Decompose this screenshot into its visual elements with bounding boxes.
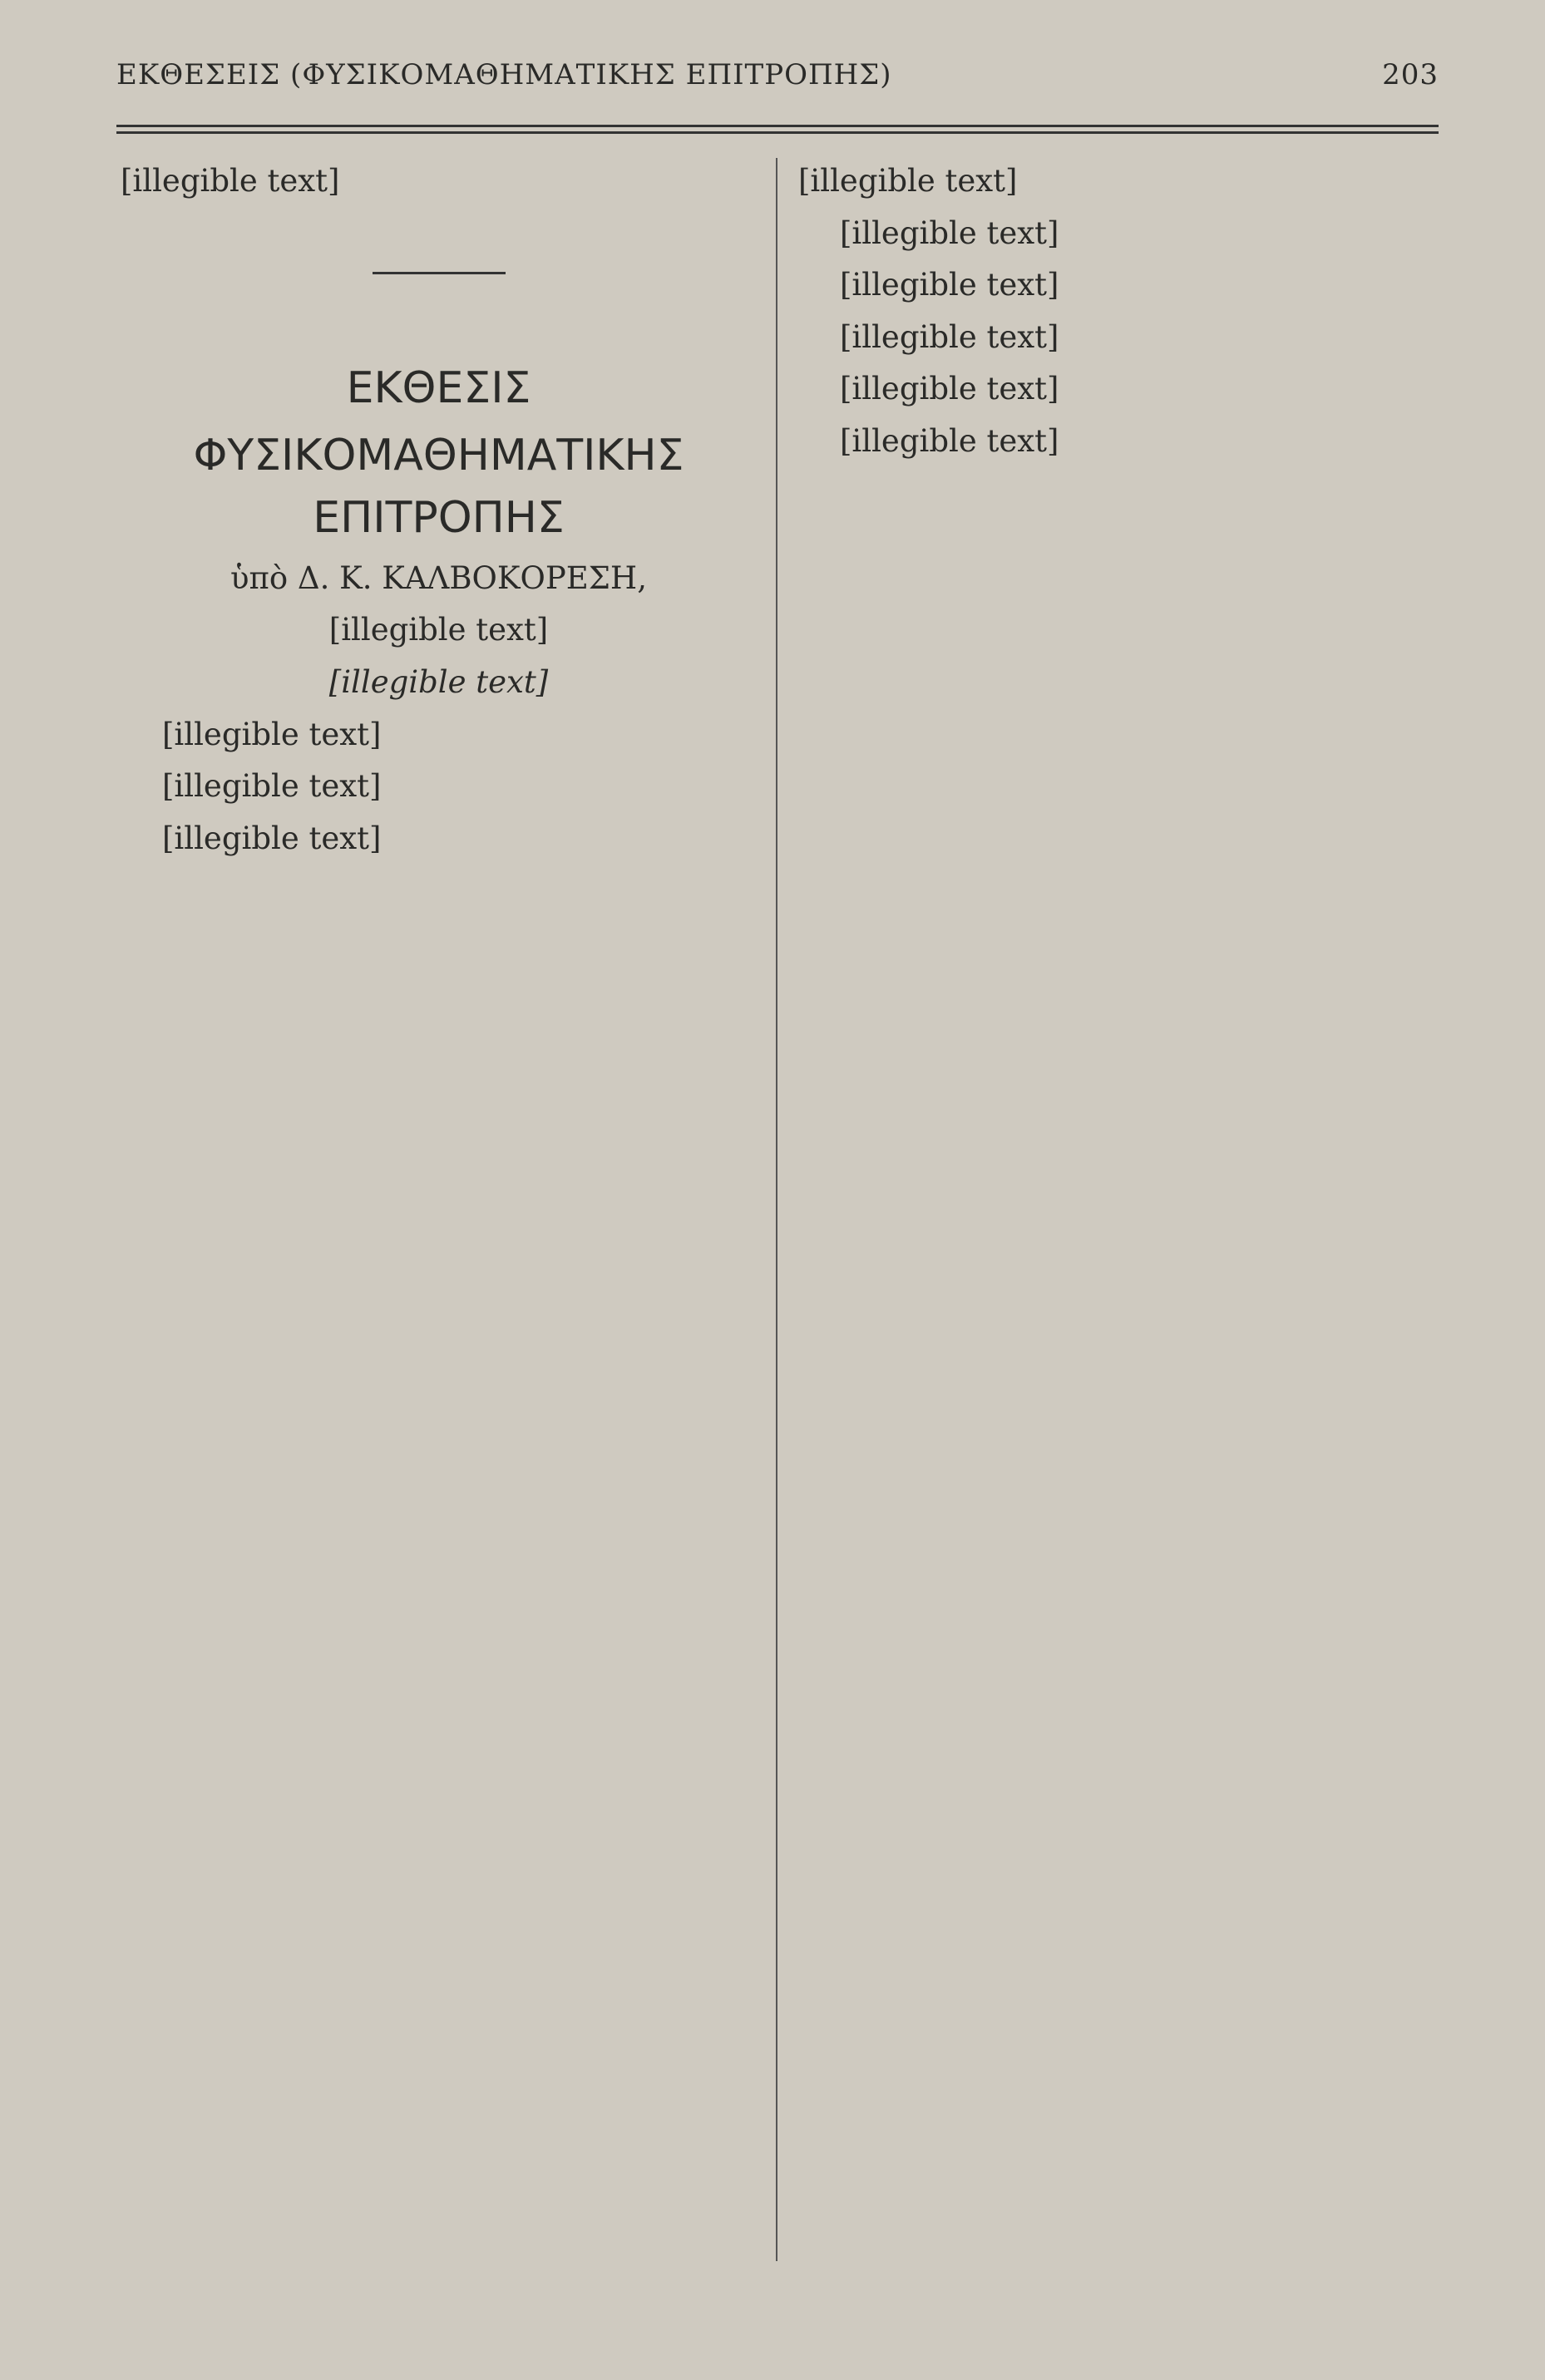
right-column bbox=[798, 158, 1439, 471]
header-rule bbox=[116, 125, 1439, 127]
report-title-line1: ΕΚΘΕΣΙΣ bbox=[346, 362, 531, 413]
body-paragraph: [illegible text] bbox=[162, 768, 382, 805]
list-item: [illegible text] bbox=[840, 318, 1059, 355]
intro-paragraph: [illegible text] bbox=[121, 163, 340, 199]
list-item: [illegible text] bbox=[840, 423, 1059, 460]
body-paragraph: [illegible text] bbox=[840, 214, 1059, 251]
report-title-line2: ΦΥΣΙΚΟΜΑΘΗΜΑΤΙΚΗΣ ΕΠΙΤΡΟΠΗΣ bbox=[193, 431, 684, 544]
running-title: ΕΚΘΕΣΕΙΣ (ΦΥΣΙΚΟΜΑΘΗΜΑΤΙΚΗΣ ΕΠΙΤΡΟΠΗΣ) bbox=[116, 58, 892, 91]
body-paragraph: [illegible text] bbox=[798, 163, 1018, 199]
list-item: [illegible text] bbox=[840, 371, 1059, 407]
salutation: [illegible text] bbox=[328, 664, 549, 700]
reading-note: [illegible text] bbox=[328, 612, 549, 648]
left-column bbox=[121, 158, 757, 867]
body-paragraph: [illegible text] bbox=[840, 267, 1059, 303]
section-separator bbox=[373, 272, 506, 274]
column-divider bbox=[776, 158, 777, 2261]
author-byline: ὑπὸ Δ. Κ. ΚΑΛΒΟΚΟΡΕΣΗ, bbox=[230, 559, 647, 596]
running-header bbox=[116, 58, 1439, 91]
header-rule-secondary bbox=[116, 131, 1439, 134]
body-paragraph: [illegible text] bbox=[162, 716, 382, 752]
body-paragraph: [illegible text] bbox=[162, 820, 382, 856]
page-number: 203 bbox=[1382, 58, 1439, 91]
